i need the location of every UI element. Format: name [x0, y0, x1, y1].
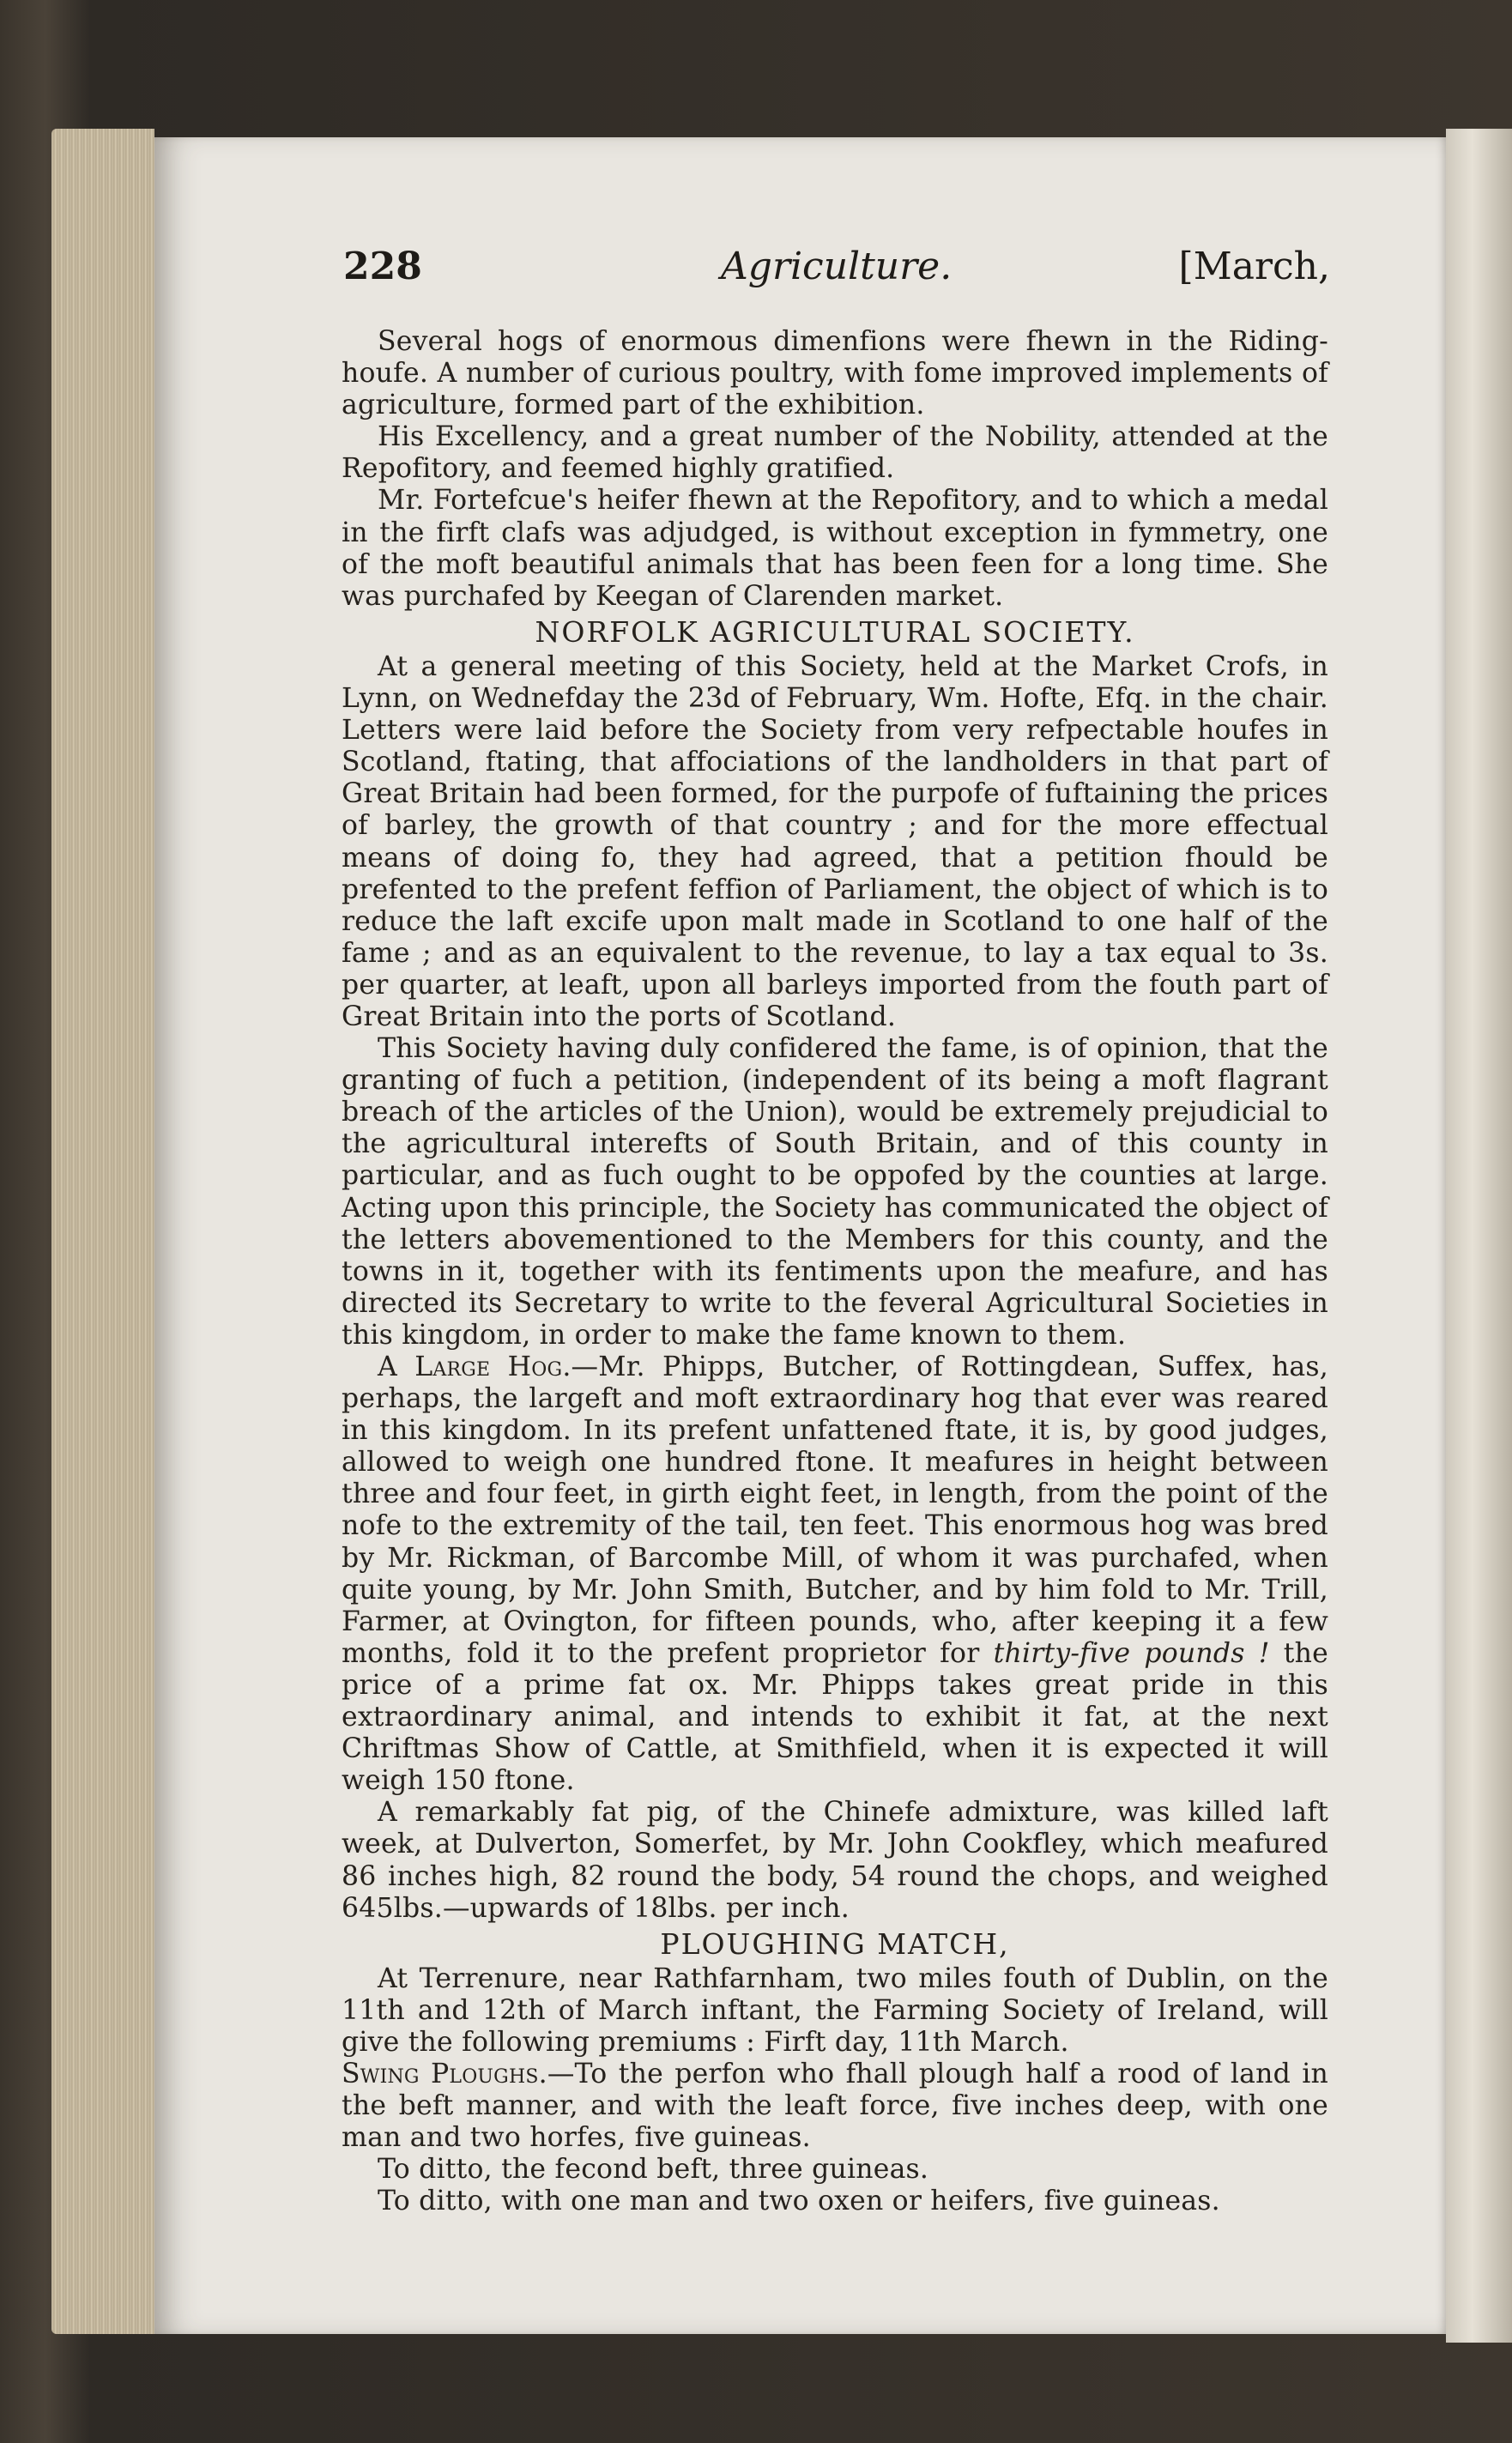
paragraph: His Excellency, and a great number of the Nobility, attended at the Repofitory, and feemed highly gratified. — [342, 421, 1328, 485]
paragraph: A remarkably fat pig, of the Chinefe admixture, was killed laft week, at Dulverton, Somerfet, by Mr. John Cookfley, which meafured 86 inches high, 82 round the body, 54 round the chops, and weighed 645lbs.—upwards of 18lbs. per inch. — [342, 1797, 1328, 1924]
paragraph: At a general meeting of this Society, held at the Market Crofs, in Lynn, on Wednefday the 23d of February, Wm. Hofte, Efq. in the chair. Letters were laid before the Society from very refpectable houfes in Scotland, ftating, that affociations of the landholders in that part of Great Britain had been formed, for the purpofe of fuftaining the prices of barley, the growth of that country ; and for the more effectual means of doing fo, they had agreed, that a petition fhould be prefented to the prefent feffion of Parliament, the object of which is to reduce the laft excife upon malt made in Scotland to one half of the fame ; and as an equivalent to the revenue, to lay a tax equal to 3s. per quarter, at leaft, upon all barleys imported from the fouth part of Great Britain into the ports of Scotland. — [342, 650, 1328, 1032]
section-heading: PLOUGHING MATCH, — [660, 1926, 1010, 1961]
running-date: [March, — [1178, 245, 1330, 288]
paragraph — [342, 1352, 1328, 1797]
running-title: Agriculture. — [721, 245, 953, 288]
paragraph-text: the price of a prime fat ox. Mr. Phipps takes great pride in this extraordinary animal, and intends to exhibit it fat, at the next Chriftmas Show of Cattle, at Smithfield, when it is expected it will weigh 150 ftone. — [342, 1637, 1328, 1797]
page-body — [342, 326, 1328, 2218]
paragraph: To ditto, the fecond beft, three guineas. — [378, 2154, 929, 2186]
italic-text: thirty-five pounds ! — [993, 1637, 1270, 1669]
paragraph: At Terrenure, near Rathfarnham, two miles fouth of Dublin, on the 11th and 12th of March inftant, the Farming Society of Ireland, will give the following premiums : Firft day, 11th March. — [342, 1962, 1328, 2058]
paragraph: This Society having duly confidered the fame, is of opinion, that the granting of fuch a petition, (independent of its being a moft flagrant breach of the articles of the Union), would be extremely prejudicial to the agricultural interefts of South Britain, and of this county in particular, and as fuch ought to be oppofed by the counties at large. Acting upon this principle, the Society has communicated the object of the letters abovementioned to the Members for this county, and the towns in it, together with its fentiments upon the meafure, and has directed its Secretary to write to the feveral Agricultural Societies in this kingdom, in order to make the fame known to them. — [342, 1033, 1328, 1351]
page-header — [343, 245, 1330, 305]
paragraph: To ditto, with one man and two oxen or heifers, five guineas. — [378, 2186, 1220, 2217]
paragraph: Mr. Fortefcue's heifer fhewn at the Repofitory, and to which a medal in the firft clafs was adjudged, is without exception in fymmetry, one of the moft beautiful animals that has been feen for a long time. She was purchafed by Keegan of Clarenden market. — [342, 485, 1328, 612]
paragraph — [342, 2059, 1328, 2154]
facing-page-edge — [1446, 129, 1512, 2343]
page-edges — [51, 129, 154, 2334]
page-number: 228 — [343, 245, 422, 288]
paragraph-lead: A Large Hog. — [378, 1352, 572, 1382]
paragraph: Several hogs of enormous dimenfions were fhewn in the Riding-houfe. A number of curious poultry, with fome improved implements of agriculture, formed part of the exhibition. — [342, 326, 1328, 421]
paragraph-lead: Swing Ploughs. — [342, 2059, 547, 2090]
paragraph-text: —Mr. Phipps, Butcher, of Rottingdean, Suffex, has, perhaps, the largeft and moft extraordinary hog that ever was reared in this kingdom. In its prefent unfattened ftate, it is, by good judges, allowed to weigh one hundred ftone. It meafures in height between three and four feet, in girth eight feet, in length, from the point of the nofe to the extremity of the tail, ten feet. This enormous hog was bred by Mr. Rickman, of Barcombe Mill, of whom it was purchafed, when quite young, by Mr. John Smith, Butcher, and by him fold to Mr. Trill, Farmer, at Ovington, for fifteen pounds, who, after keeping it a few months, fold it to the prefent proprietor for — [342, 1352, 1328, 1669]
paragraph-text: —To the perfon who fhall plough half a rood of land in the beft manner, and with the leaft force, five inches deep, with one man and two horfes, five guineas. — [342, 2059, 1329, 2154]
section-heading: NORFOLK AGRICULTURAL SOCIETY. — [535, 614, 1135, 649]
